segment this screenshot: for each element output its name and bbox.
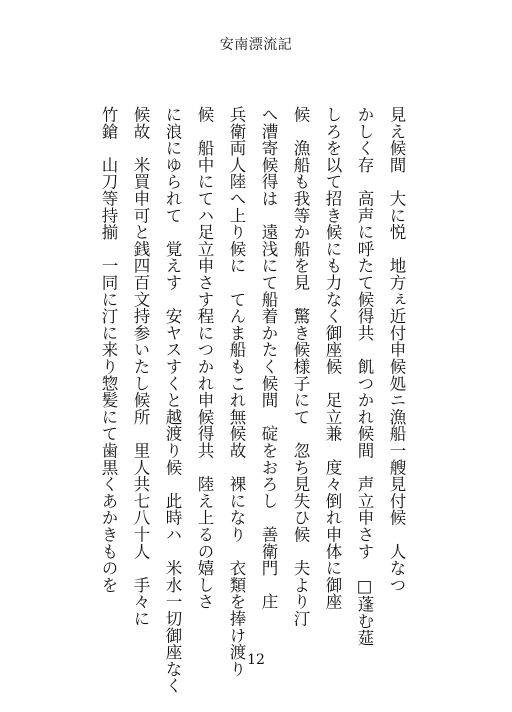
text-column: 竹鎗 山刀等持揃 一同に汀に来り惣髪にて歯黒くあかきものを	[99, 106, 118, 594]
text-column: 見え候間 大に悦 地方ぇ近付申候処ニ漁船一艘見付候 人なつ	[387, 106, 406, 594]
text-column: 候 船中にてハ足立申さす程につかれ申候得共 陸え上るの嬉しさ	[195, 106, 214, 610]
text-column: 兵衛両人陸へ上り候に てんま船もこれ無候故 裸になり 衣類を捧け渡り	[227, 106, 246, 678]
running-header: 安南漂流記	[219, 37, 293, 53]
text-column: に浪にゆられて 覚えす 安ヤスすくと越渡り候 此時ハ 米水一切御座なく	[163, 106, 182, 694]
text-column: しろを以て招き候にも力なく御座候 足立兼 度々倒れ申体に御座	[323, 106, 342, 610]
page-number: 12	[247, 652, 265, 668]
text-column: 候故 米買申可と銭四百文持参いたし候所 里人共七八十人 手々に	[131, 106, 150, 627]
text-column: かしく存 高声に呼たて候得共 飢つかれ候間 声立申さす □蓬む莚	[355, 106, 374, 647]
text-column: へ漕寄候得は 遠浅にて船着かたく候間 碇をおろし 善衛門 庄	[259, 106, 278, 610]
text-column: 候 漁船も我等か船を見 驚き候様子にて 忽ち見失ひ候 夫より汀	[291, 106, 310, 627]
